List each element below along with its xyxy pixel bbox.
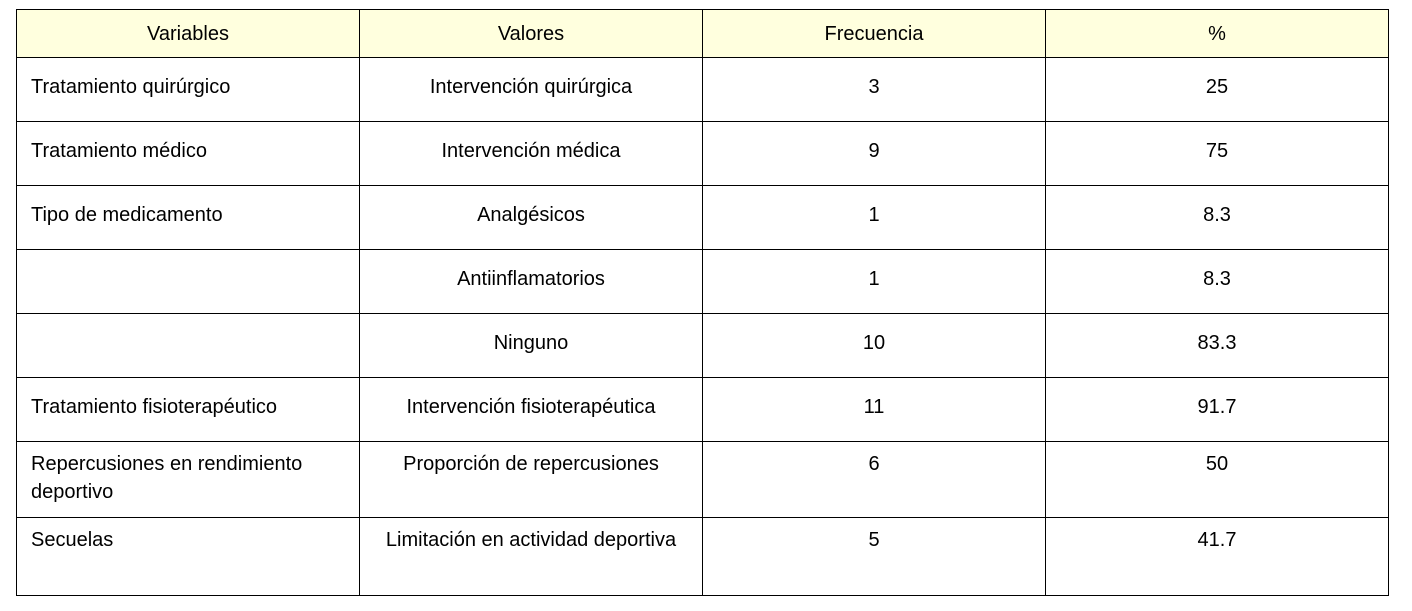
- table-header: [17, 10, 1389, 58]
- cell-porcentaje: 91.7: [1046, 378, 1389, 442]
- cell-valor: Ninguno: [360, 314, 703, 378]
- cell-frecuencia: 6: [703, 442, 1046, 518]
- cell-frecuencia: 1: [703, 186, 1046, 250]
- header-valores: Valores: [360, 10, 703, 58]
- cell-variable: [17, 250, 360, 314]
- table-row: [17, 250, 1389, 314]
- cell-valor: Proporción de repercusiones: [360, 442, 703, 518]
- table-row: [17, 518, 1389, 596]
- table-body: [17, 58, 1389, 596]
- table-row: [17, 378, 1389, 442]
- header-row: [17, 10, 1389, 58]
- table-row: [17, 314, 1389, 378]
- cell-porcentaje: 8.3: [1046, 250, 1389, 314]
- cell-variable: Tipo de medicamento: [17, 186, 360, 250]
- cell-porcentaje: 41.7: [1046, 518, 1389, 596]
- cell-variable: Secuelas: [17, 518, 360, 596]
- header-frecuencia: Frecuencia: [703, 10, 1046, 58]
- cell-frecuencia: 3: [703, 58, 1046, 122]
- cell-valor: Limitación en actividad deportiva: [360, 518, 703, 596]
- table-row: [17, 186, 1389, 250]
- cell-frecuencia: 11: [703, 378, 1046, 442]
- cell-porcentaje: 8.3: [1046, 186, 1389, 250]
- cell-variable: Tratamiento fisioterapéutico: [17, 378, 360, 442]
- cell-porcentaje: 25: [1046, 58, 1389, 122]
- header-variables: Variables: [17, 10, 360, 58]
- cell-valor: Analgésicos: [360, 186, 703, 250]
- cell-frecuencia: 1: [703, 250, 1046, 314]
- cell-frecuencia: 10: [703, 314, 1046, 378]
- cell-valor: Intervención fisioterapéutica: [360, 378, 703, 442]
- cell-frecuencia: 9: [703, 122, 1046, 186]
- cell-variable: [17, 314, 360, 378]
- table-row: [17, 58, 1389, 122]
- cell-porcentaje: 50: [1046, 442, 1389, 518]
- cell-frecuencia: 5: [703, 518, 1046, 596]
- header-porcentaje: %: [1046, 10, 1389, 58]
- data-table: [16, 9, 1389, 596]
- cell-variable: Repercusiones en rendimiento deportivo: [17, 442, 360, 518]
- cell-porcentaje: 75: [1046, 122, 1389, 186]
- cell-valor: Intervención médica: [360, 122, 703, 186]
- cell-variable: Tratamiento médico: [17, 122, 360, 186]
- cell-valor: Intervención quirúrgica: [360, 58, 703, 122]
- cell-variable: Tratamiento quirúrgico: [17, 58, 360, 122]
- cell-porcentaje: 83.3: [1046, 314, 1389, 378]
- table-row: [17, 122, 1389, 186]
- cell-valor: Antiinflamatorios: [360, 250, 703, 314]
- table-row: [17, 442, 1389, 518]
